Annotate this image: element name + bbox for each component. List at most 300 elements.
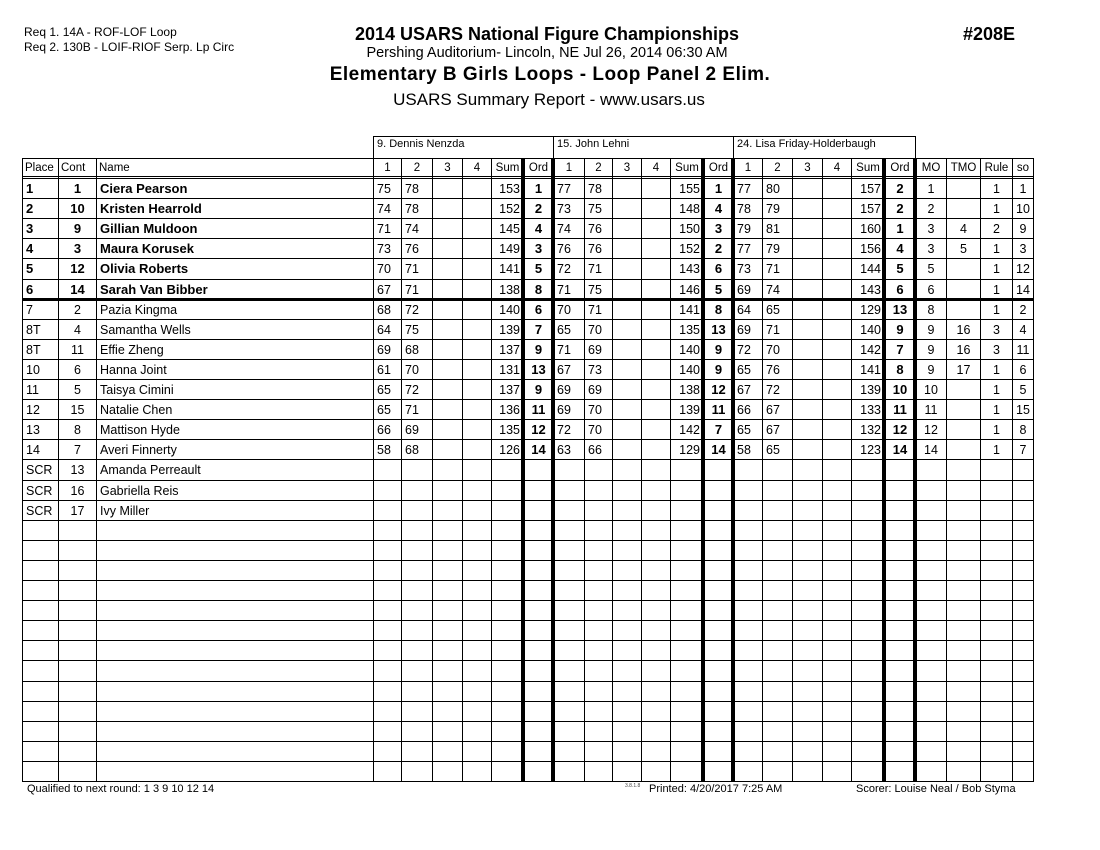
score-cell (885, 501, 915, 520)
score-cell: 78 (588, 182, 602, 196)
score-cell: 1 (896, 221, 904, 237)
score-cell: 152 (679, 242, 700, 257)
score-cell: 8 (896, 361, 904, 377)
score-cell (613, 219, 641, 238)
score-cell: 70 (588, 423, 602, 438)
score-cell (463, 501, 491, 520)
score-cell: 14 (892, 442, 908, 458)
score-cell (704, 460, 733, 479)
score-cell: 74 (377, 202, 391, 217)
score-cell (947, 481, 980, 500)
score-cell: 129 (860, 302, 881, 317)
column-header: 1 (565, 162, 573, 174)
score-cell: 155 (679, 182, 700, 196)
score-cell (463, 440, 491, 459)
competitor-name: Gillian Muldoon (100, 221, 198, 237)
score-cell (947, 259, 980, 278)
score-cell: 13 (892, 301, 908, 317)
score-cell: 9 (534, 382, 543, 397)
contestant-number: 12 (70, 261, 85, 277)
score-cell (823, 380, 851, 399)
score-cell (642, 340, 670, 359)
score-cell (433, 400, 462, 419)
contestant-number: 10 (70, 201, 85, 217)
score-cell: 72 (557, 423, 571, 438)
score-cell: 6 (927, 282, 935, 297)
score-cell: 63 (557, 443, 571, 458)
competitor-name: Effie Zheng (100, 342, 164, 357)
score-cell: 73 (557, 202, 571, 217)
score-cell (433, 360, 462, 379)
contestant-number: 9 (73, 221, 82, 237)
column-header: Place (25, 162, 54, 174)
score-cell: 140 (679, 362, 700, 377)
score-cell (793, 280, 822, 299)
score-cell: 71 (766, 262, 780, 277)
score-cell (947, 460, 980, 479)
score-cell (763, 460, 792, 479)
score-cell (433, 440, 462, 459)
place-value: 6 (26, 281, 34, 297)
score-cell (463, 280, 491, 299)
score-cell (642, 259, 670, 278)
score-cell (642, 300, 670, 319)
score-cell: 10 (892, 382, 908, 397)
score-cell: 150 (679, 222, 700, 237)
score-cell: 5 (927, 262, 935, 277)
grid-line (1033, 158, 1034, 782)
score-cell (793, 380, 822, 399)
column-header: so (1016, 162, 1030, 174)
score-cell (433, 199, 462, 218)
score-cell (823, 199, 851, 218)
score-cell: 69 (557, 383, 571, 397)
score-cell (916, 460, 946, 479)
score-cell (642, 199, 670, 218)
score-cell (947, 501, 980, 520)
event-number: #208E (963, 24, 1016, 44)
score-cell (492, 501, 523, 520)
score-cell: 75 (377, 182, 391, 196)
competitor-name: Ciera Pearson (100, 181, 188, 196)
score-cell: 70 (766, 342, 780, 357)
score-cell: 9 (927, 322, 935, 337)
score-cell: 67 (766, 423, 780, 438)
score-cell (947, 300, 980, 319)
score-cell (642, 280, 670, 299)
score-cell: 80 (766, 182, 780, 196)
score-cell: 16 (956, 342, 971, 357)
score-cell (793, 320, 822, 339)
score-cell (981, 460, 1012, 479)
score-cell (463, 340, 491, 359)
score-cell (642, 501, 670, 520)
score-cell: 138 (499, 282, 520, 297)
score-cell: 13 (531, 361, 546, 377)
score-cell: 4 (960, 222, 967, 237)
column-header: 4 (473, 162, 481, 174)
score-cell: 68 (377, 302, 391, 317)
score-cell: 3 (714, 221, 723, 237)
score-cell: 65 (557, 322, 571, 337)
score-cell: 135 (499, 423, 520, 438)
score-cell: 78 (737, 202, 751, 217)
score-cell: 12 (531, 422, 546, 438)
column-header: Name (99, 162, 130, 174)
score-cell: 1 (993, 182, 1000, 196)
score-cell: 7 (1019, 443, 1027, 458)
score-cell: 14 (711, 442, 726, 458)
score-cell: 1 (714, 181, 723, 196)
contestant-number: 1 (73, 181, 82, 196)
score-cell: 71 (557, 282, 571, 297)
score-cell: 75 (405, 322, 419, 337)
score-cell: 65 (737, 423, 751, 438)
score-cell: 140 (679, 342, 700, 357)
column-header: 3 (804, 162, 811, 174)
score-cell (463, 239, 491, 258)
score-cell: 5 (714, 281, 723, 297)
score-cell (947, 380, 980, 399)
score-cell (852, 460, 884, 479)
score-cell: 1 (993, 403, 1000, 418)
score-cell (433, 300, 462, 319)
score-cell: 2 (714, 241, 723, 257)
score-cell (793, 179, 822, 198)
score-cell: 1 (993, 242, 1000, 257)
score-cell (823, 300, 851, 319)
score-cell (433, 280, 462, 299)
report-name: USARS Summary Report - www.usars.us (393, 90, 705, 109)
score-cell (463, 259, 491, 278)
score-cell: 2 (896, 181, 904, 196)
score-cell (613, 440, 641, 459)
score-cell (823, 280, 851, 299)
score-cell (463, 300, 491, 319)
score-cell (402, 481, 432, 500)
score-cell: 16 (956, 322, 971, 337)
column-header: Rule (984, 162, 1009, 174)
score-cell (885, 460, 915, 479)
score-cell: 136 (499, 403, 520, 418)
score-cell: 14 (531, 442, 546, 458)
score-cell (433, 340, 462, 359)
score-cell: 76 (588, 242, 602, 257)
score-cell (642, 360, 670, 379)
score-cell (374, 460, 401, 479)
score-cell (885, 481, 915, 500)
column-header: MO (921, 162, 941, 174)
score-cell (642, 239, 670, 258)
score-cell: 1 (927, 182, 935, 196)
competitor-name: Taisya Cimini (100, 383, 174, 397)
competitor-name: Olivia Roberts (100, 261, 189, 277)
column-header: Ord (708, 162, 729, 174)
score-cell (585, 481, 612, 500)
column-header: 3 (444, 162, 451, 174)
score-cell: 65 (377, 403, 391, 418)
score-cell: 2 (534, 201, 543, 217)
score-cell: 69 (737, 322, 751, 337)
score-cell: 123 (860, 443, 881, 458)
place-value: 8T (26, 342, 41, 357)
score-cell: 58 (737, 443, 751, 458)
score-cell (734, 501, 762, 520)
score-cell: 15 (1016, 403, 1030, 418)
place-value: SCR (26, 483, 53, 498)
score-cell: 65 (766, 443, 780, 458)
score-cell (793, 340, 822, 359)
score-cell (433, 219, 462, 238)
score-cell: 79 (766, 202, 780, 217)
competitor-name: Ivy Miller (100, 503, 150, 518)
score-cell: 4 (896, 241, 904, 257)
score-cell (642, 440, 670, 459)
score-cell: 3 (927, 242, 935, 257)
score-cell (554, 460, 584, 479)
score-cell: 142 (860, 342, 881, 357)
score-cell: 81 (766, 222, 780, 237)
score-cell (823, 400, 851, 419)
contestant-number: 14 (70, 281, 85, 297)
score-cell: 7 (714, 422, 723, 438)
score-cell: 139 (679, 403, 700, 418)
score-cell (585, 501, 612, 520)
score-cell: 137 (499, 383, 520, 397)
score-cell (642, 179, 670, 198)
score-cell: 157 (860, 182, 881, 196)
score-cell (1013, 501, 1033, 520)
score-cell (463, 219, 491, 238)
score-cell (613, 280, 641, 299)
score-cell: 76 (557, 242, 571, 257)
score-cell: 9 (1019, 222, 1027, 237)
place-value: 14 (26, 443, 40, 458)
competitor-name: Amanda Perreault (100, 463, 201, 478)
score-cell: 11 (893, 402, 907, 418)
contestant-number: 3 (73, 241, 82, 257)
score-cell: 141 (679, 302, 700, 317)
column-header: 1 (384, 162, 391, 174)
score-cell: 71 (557, 342, 571, 357)
score-cell: 2 (1019, 302, 1027, 317)
championship-title: 2014 USARS National Figure Championships (354, 24, 740, 44)
score-cell (642, 420, 670, 439)
score-cell: 8 (927, 302, 935, 317)
score-cell: 69 (377, 342, 391, 357)
score-cell: 152 (499, 202, 520, 217)
score-cell: 1 (993, 202, 1000, 217)
score-cell (463, 320, 491, 339)
score-cell: 11 (711, 402, 726, 418)
score-cell: 72 (405, 383, 419, 397)
place-value: 11 (26, 383, 39, 397)
score-cell (613, 320, 641, 339)
score-cell (492, 481, 523, 500)
place-value: 3 (26, 221, 34, 237)
score-cell: 70 (377, 262, 391, 277)
score-cell: 2 (927, 202, 935, 217)
version-label: 3.8.1.8 (625, 783, 641, 789)
score-cell: 1 (993, 362, 1000, 377)
score-cell (642, 400, 670, 419)
column-header: Ord (890, 162, 910, 174)
score-cell: 79 (737, 222, 751, 237)
score-cell: 160 (860, 222, 881, 237)
score-cell: 5 (1019, 383, 1027, 397)
score-cell (613, 199, 641, 218)
requirement-2: Req 2. 130B - LOIF-RIOF Serp. Lp Circ (24, 40, 235, 54)
score-cell: 8 (1019, 423, 1027, 438)
score-cell: 3 (534, 241, 543, 257)
score-cell: 10 (1016, 202, 1030, 217)
score-cell: 71 (405, 403, 419, 418)
score-cell: 1 (993, 262, 1000, 277)
place-value: 2 (26, 201, 34, 217)
score-cell (793, 400, 822, 419)
column-header: TMO (950, 162, 977, 174)
score-cell: 74 (405, 222, 419, 237)
score-cell: 6 (714, 261, 723, 277)
contestant-number: 17 (70, 503, 85, 518)
score-cell: 11 (924, 403, 938, 418)
place-value: 1 (26, 181, 34, 196)
score-cell: 71 (405, 282, 419, 297)
score-cell: 73 (737, 262, 751, 277)
contestant-number: 2 (74, 302, 81, 317)
score-cell: 17 (956, 362, 971, 377)
score-cell (433, 380, 462, 399)
score-cell: 8 (714, 301, 723, 317)
score-cell (374, 481, 401, 500)
score-cell (671, 460, 703, 479)
score-cell (823, 360, 851, 379)
contestant-number: 8 (74, 423, 81, 438)
score-cell: 70 (557, 302, 571, 317)
score-cell: 10 (924, 383, 938, 397)
score-cell: 138 (679, 383, 700, 397)
score-cell: 76 (588, 222, 602, 237)
score-cell (554, 481, 584, 500)
score-cell: 8 (534, 281, 543, 297)
score-cell: 7 (534, 321, 543, 337)
score-cell: 9 (714, 361, 723, 377)
score-cell (613, 501, 641, 520)
competitor-name: Samantha Wells (100, 322, 191, 337)
score-cell: 131 (499, 362, 520, 377)
score-cell: 75 (588, 282, 602, 297)
score-cell (402, 460, 432, 479)
score-cell: 61 (377, 362, 391, 377)
competitor-name: Kristen Hearrold (100, 201, 202, 217)
score-cell (374, 501, 401, 520)
place-value: 5 (26, 261, 34, 277)
score-cell: 5 (534, 261, 543, 277)
score-cell: 72 (405, 302, 419, 317)
score-cell (947, 440, 980, 459)
score-cell (463, 360, 491, 379)
score-cell: 67 (557, 362, 571, 377)
score-cell: 66 (737, 403, 751, 418)
score-cell (823, 460, 851, 479)
score-cell (433, 239, 462, 258)
score-cell: 58 (377, 443, 391, 458)
score-cell (463, 420, 491, 439)
qualified-list: Qualified to next round: 1 3 9 10 12 14 (27, 783, 215, 795)
score-cell: 69 (737, 282, 751, 297)
score-cell: 69 (588, 383, 602, 397)
contestant-number: 11 (71, 342, 84, 357)
score-cell: 12 (892, 422, 908, 438)
score-cell: 149 (499, 242, 520, 257)
score-cell (613, 380, 641, 399)
score-cell: 70 (588, 403, 602, 418)
score-cell: 153 (499, 182, 520, 196)
score-cell: 12 (711, 382, 726, 397)
score-cell: 11 (1016, 342, 1030, 357)
score-cell: 126 (499, 443, 520, 458)
score-cell (463, 179, 491, 198)
score-cell (463, 199, 491, 218)
score-cell: 1 (993, 383, 1000, 397)
score-cell: 67 (766, 403, 780, 418)
score-cell (433, 179, 462, 198)
column-header: 1 (744, 162, 752, 174)
score-cell (463, 460, 491, 479)
contestant-number: 7 (74, 443, 81, 458)
score-cell (734, 460, 762, 479)
score-cell: 73 (588, 362, 602, 377)
score-cell: 78 (405, 182, 419, 196)
score-cell: 71 (588, 262, 602, 277)
score-cell (524, 460, 553, 479)
place-value: 10 (26, 362, 40, 377)
score-cell (793, 259, 822, 278)
score-cell (823, 239, 851, 258)
score-cell: 67 (377, 282, 391, 297)
score-cell (613, 481, 641, 500)
score-cell: 70 (588, 322, 602, 337)
score-cell: 2 (896, 201, 904, 217)
score-cell: 5 (896, 261, 904, 277)
score-cell: 3 (993, 342, 1000, 357)
score-cell: 146 (679, 282, 700, 297)
score-cell (947, 199, 980, 218)
score-cell: 77 (737, 182, 751, 196)
score-cell (613, 300, 641, 319)
score-cell: 144 (860, 262, 881, 277)
score-cell: 1 (993, 302, 1000, 317)
score-cell: 4 (534, 221, 543, 237)
score-cell: 140 (499, 302, 520, 317)
column-header: Sum (675, 162, 699, 174)
score-cell: 67 (737, 383, 751, 397)
score-cell: 5 (960, 242, 967, 257)
score-cell: 4 (714, 201, 723, 217)
score-cell: 72 (766, 383, 780, 397)
score-cell (463, 481, 491, 500)
score-cell: 14 (924, 443, 938, 458)
score-cell: 66 (377, 423, 391, 438)
score-cell (823, 501, 851, 520)
score-cell (763, 481, 792, 500)
competitor-name: Sarah Van Bibber (100, 281, 208, 297)
place-value: 12 (26, 403, 40, 418)
contestant-number: 13 (70, 463, 85, 478)
score-cell (524, 501, 553, 520)
score-cell: 156 (860, 242, 881, 257)
score-cell (852, 501, 884, 520)
